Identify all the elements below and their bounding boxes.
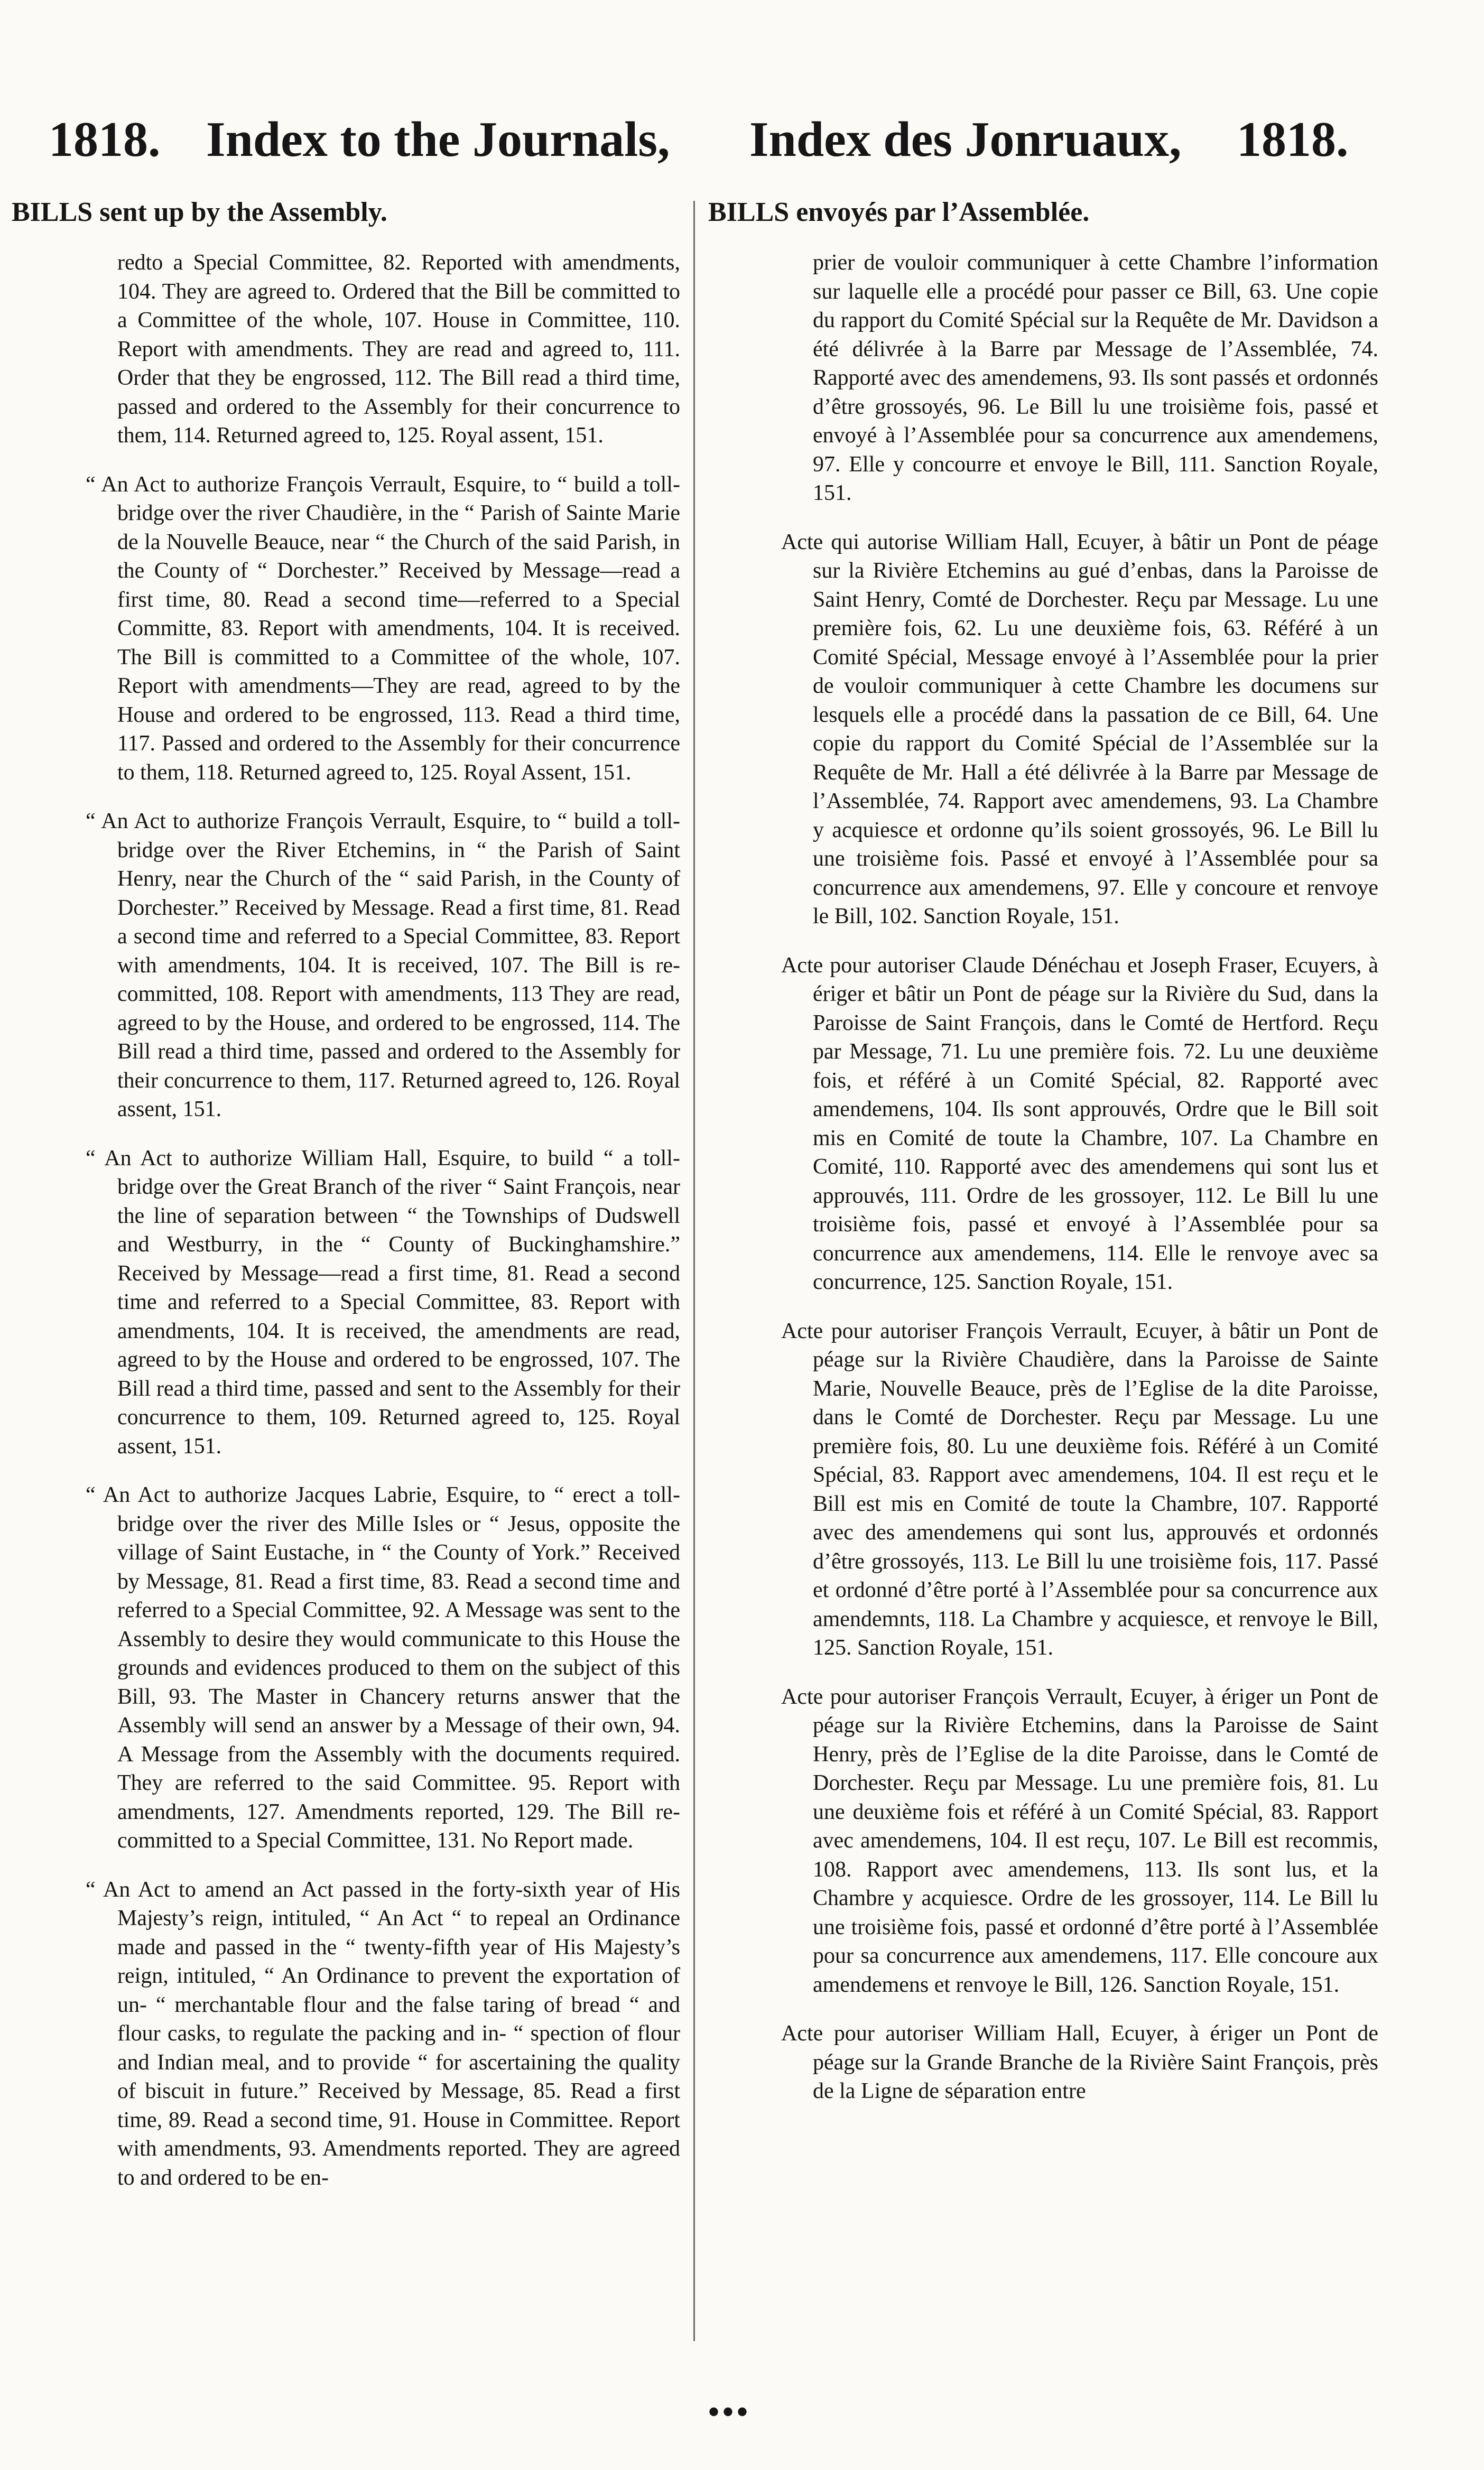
left-entry-5: “ An Act to authorize Jacques Labrie, Esquire, to “ erect a toll-bridge over the river des Mille Isles or “ Jesus, opposite the village of Saint Eustache, in “ the County of York.” Received by Message, 81. Read a first time, 83. Read a second time and referred to a Special Committee, 92. A Message was sent to the Assembly to desire they would communicate to this House the grounds and evidences produced to them on the subject of this Bill, 93. The Master in Chancery returns answer that the Assembly will send an answer by a Message of their own, 94. A Message from the Assembly with the documents required. They are referred to the said Committee. 95. Report with amendments, 127. Amendments reported, 129. The Bill re-committed to a Special Committee, 131. No Report made. [86, 1483, 680, 1853]
right-entry-3: Acte pour autoriser Claude Dénéchau et Joseph Fraser, Ecuyers, à ériger et bâtir un Pont de péage sur la Rivière du Sud, dans la Paroisse de Saint François, dans le Comté de Hertford. Reçu par Message, 71. Lu une première fois. 72. Lu une deuxième fois, et référé à un Comité Spécial, 82. Rapporté avec amendemens, 104. Ils sont approuvés, Ordre que le Bill soit mis en Comité de toute la Chambre, 107. La Chambre en Comité, 110. Rapporté avec des amendemens qui sont lus et approuvés, 111. Ordre de les grossoyer, 112. Le Bill lu une troisième fois, passé et envoyé à l’Assemblée pour sa concurrence aux amendemens, 114. Elle le renvoye avec sa concurrence, 125. Sanction Royale, 151. [781, 953, 1378, 1294]
column-divider [693, 201, 695, 2341]
left-entry-2: “ An Act to authorize François Verrault, Esquire, to “ build a toll-bridge over the river Chaudière, in the “ Parish of Sainte Marie de la Nouvelle Beauce, near “ the Church of the said Parish, in the County of “ Dorchester.” Received by Message—read a first time, 80. Read a second time—referred to a Special Committe, 83. Report with amendments, 104. It is received. The Bill is committed to a Committee of the whole, 107. Report with amendments—They are read, agreed to by the House and ordered to be engrossed, 113. Read a third time, 117. Passed and ordered to the Assembly for their concurrence to them, 118. Returned agreed to, 125. Royal Assent, 151. [86, 472, 680, 785]
left-column-english [86, 248, 680, 2212]
left-entry-3: “ An Act to authorize François Verrault, Esquire, to “ build a toll-bridge over the River Etchemins, in “ the Parish of Saint Henry, near the Church of the “ said Parish, in the County of Dorchester.” Received by Message. Read a first time, 81. Read a second time and referred to a Special Committee, 83. Report with amendments, 104. It is received, 107. The Bill is re-committed, 108. Report with amendments, 113 They are read, agreed to by the House, and ordered to be engrossed, 114. The Bill read a third time, passed and ordered to the Assembly for their concurrence to them, 117. Returned agreed to, 126. Royal assent, 151. [86, 809, 680, 1121]
header-left-title: Index to the Journals, [206, 112, 670, 167]
left-entry-1: redto a Special Committee, 82. Reported with amendments, 104. They are agreed to. Ordered that the Bill be committed to a Committee of the whole, 107. House in Committee, 110. Report with amendments. They are read and agreed to, 111. Order that they be engrossed, 112. The Bill read a third time, passed and ordered to the Assembly for their concurrence to them, 114. Returned agreed to, 125. Royal assent, 151. [117, 250, 680, 448]
right-column-french [781, 248, 1378, 2126]
left-entry-4: “ An Act to authorize William Hall, Esquire, to build “ a toll-bridge over the Great Branch of the river “ Saint François, near the line of separation between “ the Townships of Dudswell and Westburry, in the “ County of Buckinghamshire.” Received by Message—read a first time, 81. Read a second time and referred to a Special Committee, 83. Report with amendments, 104. It is received, the amendments are read, agreed to by the House and ordered to be engrossed, 107. The Bill read a third time, passed and sent to the Assembly for their concurrence to them, 109. Returned agreed to, 125. Royal assent, 151. [86, 1146, 680, 1459]
right-entry-2: Acte qui autorise William Hall, Ecuyer, à bâtir un Pont de péage sur la Rivière Etchemins au gué d’enbas, dans la Paroisse de Saint Henry, Comté de Dorchester. Reçu par Message. Lu une première fois, 62. Lu une deuxième fois, 63. Référé à un Comité Spécial, Message envoyé à l’Assemblée pour la prier de vouloir communiquer à cette Chambre les documens sur lesquels elle a procédé dans la passation de ce Bill, 64. Une copie du rapport du Comité Spécial de l’Assemblée sur la Requête de Mr. Hall a été délivrée à la Barre par Message de l’Assemblée, 74. Rapport avec amendemens, 93. La Chambre y acquiesce et ordonne qu’ils soient grossoyés, 96. Le Bill lu une troisième fois. Passé et envoyé à l’Assemblée pour sa concurrence aux amendemens, 97. Elle y concoure et renvoye le Bill, 102. Sanction Royale, 151. [781, 530, 1378, 928]
header-left-year: 1818. [49, 112, 161, 167]
header-right-title: Index des Jonruaux, [749, 112, 1182, 167]
right-entry-1: prier de vouloir communiquer à cette Chambre l’information sur laquelle elle a procédé pour passer ce Bill, 63. Une copie du rapport du Comité Spécial sur la Requête de Mr. Davidson a été délivrée à la Barre par Message de l’Assemblée, 74. Rapporté avec des amendemens, 93. Ils sont passés et ordonnés d’être grossoyés, 96. Le Bill lu une troisième fois, passé et envoyé à l’Assemblée pour sa concurrence aux amendemens, 97. Elle y concourre et envoye le Bill, 111. Sanction Royale, 151. [813, 250, 1378, 505]
right-entry-5: Acte pour autoriser François Verrault, Ecuyer, à ériger un Pont de péage sur la Rivière Etchemins, dans la Paroisse de Saint Henry, près de l’Eglise de la dite Paroisse, dans le Comté de Dorchester. Reçu par Message. Lu une première fois, 81. Lu une deuxième fois et référé à un Comité Spécial, 83. Rapport avec amendemens, 104. Il est reçu, 107. Le Bill est recommis, 108. Rapport avec amendemens, 113. Ils sont lus, et la Chambre y acquiesce. Ordre de les grossoyer, 114. Le Bill lu une troisième fois, passé et ordonné d’être porté à l’Assemblée pour sa concurrence aux amendemens, 117. Elle concoure aux amendemens et renvoye le Bill, 126. Sanction Royale, 151. [781, 1684, 1378, 1997]
footer-signature-mark: ••• [708, 2394, 752, 2429]
page-header [0, 111, 1484, 180]
left-section-label: BILLS sent up by the Assembly. [12, 197, 387, 227]
header-right-year: 1818. [1237, 112, 1349, 167]
right-entry-4: Acte pour autoriser François Verrault, Ecuyer, à bâtir un Pont de péage sur la Rivière Chaudière, dans la Paroisse de Sainte Marie, Nouvelle Beauce, près de l’Eglise de la dite Paroisse, dans le Comté de Dorchester. Reçu par Message. Lu une première fois, 80. Lu une deuxième fois. Référé à un Comité Spécial, 83. Rapport avec amendemens, 104. Il est reçu et le Bill est mis en Comité de toute la Chambre, 107. Rapporté avec des amendemens qui sont lus, approuvés et ordonnés d’être grossoyés, 113. Le Bill lu une troisième fois, 117. Passé et ordonné d’être porté à l’Assemblée pour sa concurrence aux amendemnts, 118. La Chambre y acquiesce, et renvoye le Bill, 125. Sanction Royale, 151. [781, 1318, 1378, 1660]
right-entry-6: Acte pour autoriser William Hall, Ecuyer, à ériger un Pont de péage sur la Grande Branche de la Rivière Saint François, près de la Ligne de séparation entre [781, 2021, 1378, 2103]
right-section-label: BILLS envoyés par l’Assemblée. [708, 197, 1090, 227]
left-entry-6: “ An Act to amend an Act passed in the forty-sixth year of His Majesty’s reign, intituled, “ An Act “ to repeal an Ordinance made and passed in the “ twenty-fifth year of His Majesty’s reign, intituled, “ An Ordinance to prevent the exportation of un- “ merchantable flour and the false taring of bread “ and flour casks, to regulate the packing and in- “ spection of flour and Indian meal, and to provide “ for ascertaining the quality of biscuit in future.” Received by Message, 85. Read a first time, 89. Read a second time, 91. House in Committee. Report with amendments, 93. Amendments reported. They are agreed to and ordered to be en- [86, 1877, 680, 2190]
